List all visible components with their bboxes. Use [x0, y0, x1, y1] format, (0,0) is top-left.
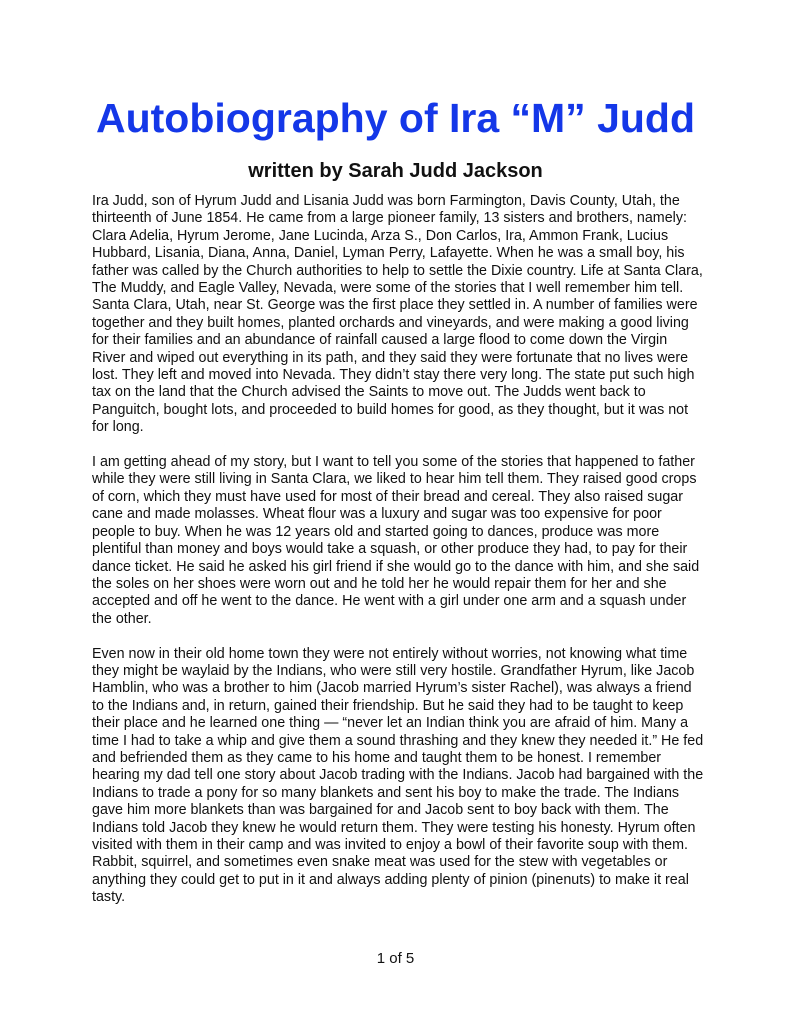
paragraph: I am getting ahead of my story, but I want to tell you some of the stories that happened to father while they were still living in Santa Clara, we liked to hear him tell them. They raised good crops of corn, which they must have used for most of their bread and cereal. They also raised sugar cane and made molasses. Wheat flour was a luxury and sugar was too expensive for poor people to buy. When he was 12 years old and started going to dances, produce was more plentiful than money and boys would take a squash, or other produce they had, to pay for their dance ticket. He said he asked his girl friend if she would go to the dance with him, and she said the soles on her shoes were worn out and he told her he would repair them for her and she accepted and off he went to the dance. He went with a girl under one arm and a squash under the other. — [92, 454, 700, 627]
paragraph: Ira Judd, son of Hyrum Judd and Lisania Judd was born Farmington, Davis County, Utah, the thirteenth of June 1854. He came from a large pioneer family, 13 sisters and brothers, namely: Clara Adelia, Hyrum Jerome, Jane Lucinda, Arza S., Don Carlos, Ira, Ammon Frank, Lucius Hubbard, Lisania, Diana, Anna, Daniel, Lyman Perry, Lafayette. When he was a small boy, his father was called by the Church authorities to help to settle the Dixie country. Life at Santa Clara, The Muddy, and Eagle Valley, Nevada, were some of the stories that I well remember him tell. Santa Clara, Utah, near St. George was the first place they settled in. A number of families were together and they built homes, planted orchards and vineyards, and were making a good living for their families and an abundance of rainfall caused a large flood to come down the Virgin River and wiped out everything in its path, and they said they were fortunate that no lives were lost. They left and moved into Nevada. They didn’t stay there very long. The state put such high tax on the land that the Church advised the Saints to move out. The Judds went back to Panguitch, bought lots, and proceeded to build homes for good, as they thought, but it was not for long. — [92, 193, 703, 436]
page-number: 1 of 5 — [376, 950, 415, 967]
paragraph: Even now in their old home town they were not entirely without worries, not knowing what time they might be waylaid by the Indians, who were still very hostile. Grandfather Hyrum, like Jacob Hamblin, who was a brother to him (Jacob married Hyrum’s sister Rachel), was always a friend to the Indians and, in return, gained their friendship. But he said they had to be taught to keep their place and he learned one thing — “never let an Indian think you are afraid of him. Many a time I had to take a whip and give them a sound thrashing and they knew they needed it.” He fed and befriended them as they came to his home and taught them to be honest. I remember hearing my dad tell one story about Jacob trading with the Indians. Jacob had bargained with the Indians to trade a pony for so many blankets and sent his boy to make the trade. The Indians gave him more blankets than was bargained for and Jacob sent to boy back with them. The Indians told Jacob they knew he would return them. They were testing his honesty. Hyrum often visited with them in their camp and was invited to enjoy a bowl of their favorite soup with them. Rabbit, squirrel, and sometimes even snake meat was used for the stew with vegetables or anything they could get to put in it and always adding plenty of pinion (pinenuts) to make it real tasty. — [92, 645, 704, 906]
document-title: Autobiography of Ira “M” Judd — [95, 95, 696, 141]
document-subtitle: written by Sarah Judd Jackson — [248, 160, 543, 182]
document-body — [92, 193, 704, 924]
